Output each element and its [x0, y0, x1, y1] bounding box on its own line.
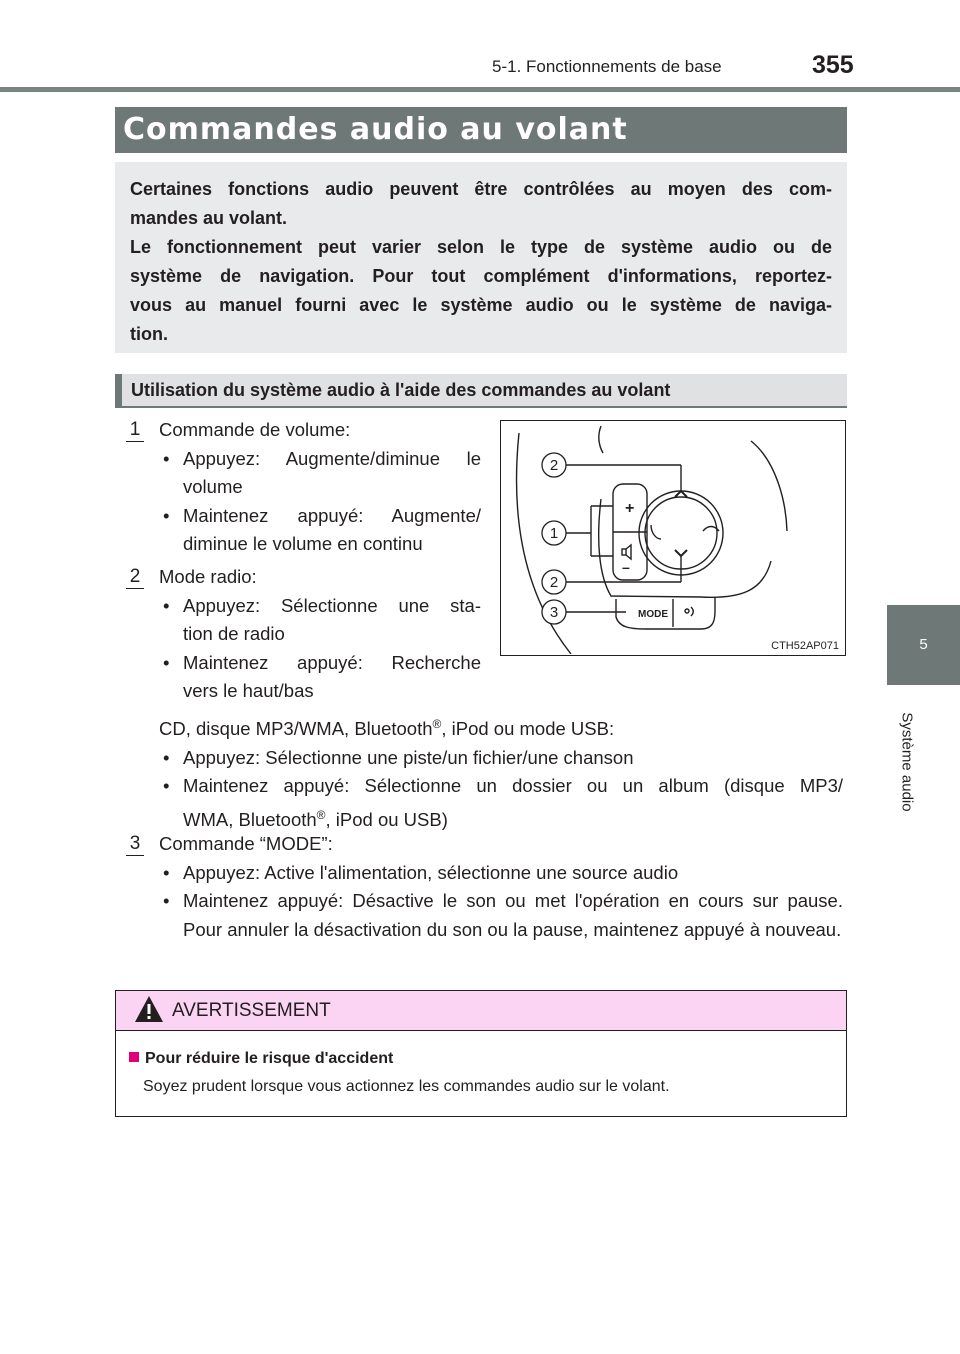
chapter-label-box — [885, 692, 929, 832]
warning-title: AVERTISSEMENT — [172, 1000, 331, 1021]
media-subtitle: CD, disque MP3/WMA, Bluetooth®, iPod ou mode USB: — [159, 717, 615, 740]
subheading-rule — [115, 406, 847, 408]
callout-label: 1 — [549, 525, 559, 542]
intro-text — [130, 175, 832, 349]
speaker-icon — [622, 549, 626, 555]
page-title: Commandes audio au volant — [123, 112, 628, 147]
subheading: Utilisation du système audio à l'aide des commandes au volant — [131, 380, 671, 400]
item-bullet: • Maintenez appuyé: Désactive le son ou met l'opération en cours sur pause. Pour annuler la désactivation du son ou la pause, maintenez appuyé à nouveau. — [159, 887, 843, 944]
item-bullet: • Maintenez appuyé: Augmente/ — [159, 502, 481, 531]
item-2: Mode radio: • Appuyez: Sélectionne une sta- tion de radio • Maintenez appuyé: Recherche vers le haut/bas — [159, 563, 481, 706]
steering-switch-illustration — [501, 421, 844, 654]
warning-icon — [133, 994, 165, 1024]
voice-icon — [691, 607, 693, 616]
intro-line: tion. — [130, 324, 168, 344]
figure-code: CTH52AP071 — [771, 640, 839, 652]
bullet-square-icon — [129, 1052, 139, 1062]
media-bullet: • Maintenez appuyé: Sélectionne un dossier ou un album (disque MP3/ — [159, 772, 843, 801]
section-header: 5-1. Fonctionnements de base — [492, 57, 722, 76]
warning-subtitle: Pour réduire le risque d'accident — [129, 1050, 393, 1068]
item-bullet: • Appuyez: Augmente/diminue le — [159, 445, 481, 474]
item-title: Mode radio: — [159, 566, 257, 587]
chapter-number: 5 — [919, 636, 928, 653]
item-2-media: CD, disque MP3/WMA, Bluetooth®, iPod ou mode USB: • Appuyez: Sélectionne une piste/un fichier/une chanson • Maintenez appuyé: Sélectionne un dossier ou un album (disque MP3/ WMA, Bluetooth®, iPod ou USB) — [159, 710, 843, 834]
warning-body: Soyez prudent lorsque vous actionnez les commandes audio sur le volant. — [143, 1078, 670, 1095]
item-1: Commande de volume: • Appuyez: Augmente/diminue le volume • Maintenez appuyé: Augmente/ diminue le volume en continu — [159, 416, 481, 559]
intro-line: Le fonctionnement peut varier selon le type de système audio ou de — [130, 237, 832, 257]
steering-figure — [500, 420, 846, 656]
subheading-marker — [115, 374, 122, 406]
mode-label: MODE — [638, 609, 668, 620]
item-bullet: • Appuyez: Active l'alimentation, sélectionne une source audio — [159, 859, 843, 888]
item-bullet: • Appuyez: Sélectionne une sta- — [159, 592, 481, 621]
item-title: Commande de volume: — [159, 419, 351, 440]
item-bullet: • Maintenez appuyé: Recherche — [159, 649, 481, 678]
item-3 — [159, 830, 843, 944]
callout-label: 3 — [549, 604, 559, 621]
item-number-2: 2 — [127, 566, 143, 586]
intro-line: mandes au volant. — [130, 208, 288, 228]
item-title: Commande “MODE”: — [159, 833, 333, 854]
intro-line: vous au manuel fourni avec le système audio ou le système de naviga- — [130, 295, 832, 315]
minus-label: – — [622, 559, 630, 575]
page-number: 355 — [812, 51, 854, 79]
chapter-tab[interactable] — [887, 605, 960, 685]
callout-label: 2 — [549, 574, 559, 591]
plus-label: + — [625, 500, 635, 517]
intro-line: système de navigation. Pour tout complément d'informations, reportez- — [130, 266, 832, 286]
phone-pickup-icon — [651, 525, 661, 539]
item-number-1: 1 — [127, 419, 143, 439]
callout-label: 2 — [549, 457, 559, 474]
chapter-label: Système audio — [898, 712, 916, 812]
intro-line: Certaines fonctions audio peuvent être contrôlées au moyen des com- — [130, 179, 832, 199]
media-bullet: • Appuyez: Sélectionne une piste/un fichier/une chanson — [159, 744, 843, 773]
item-number-3: 3 — [127, 833, 143, 853]
header-rule — [0, 87, 960, 92]
